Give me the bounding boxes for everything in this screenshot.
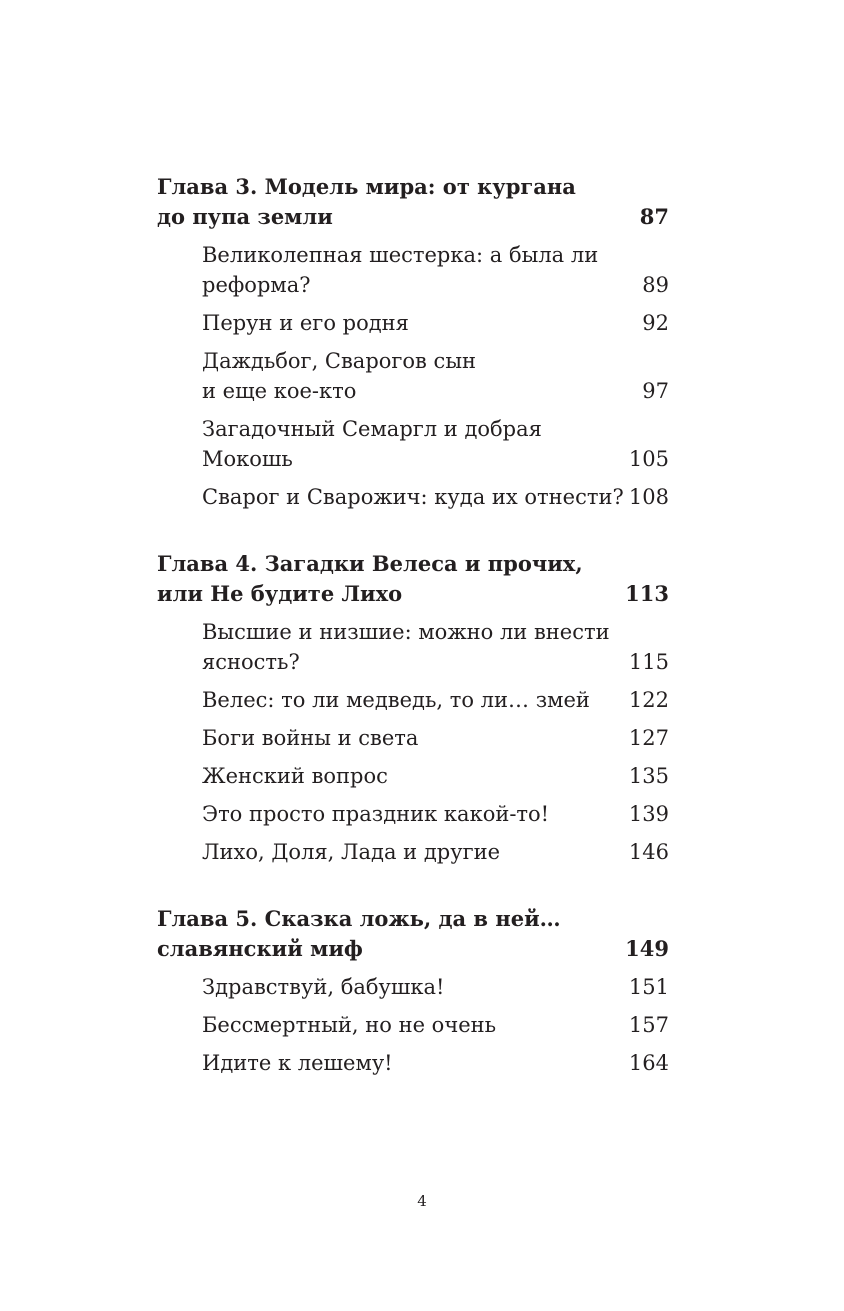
- section-page-number: 122: [628, 688, 669, 712]
- section-title-line: Лихо, Доля, Лада и другие: [202, 840, 501, 864]
- section-title-line: Боги войны и света: [202, 726, 419, 750]
- section-title-line: Велес: то ли медведь, то ли… змей: [202, 688, 590, 712]
- section-entry[interactable]: [202, 837, 669, 867]
- section-entry[interactable]: [202, 723, 669, 753]
- section-entry[interactable]: [202, 482, 669, 512]
- chapter-title-line: славянский миф: [157, 936, 363, 961]
- section-entry[interactable]: [202, 761, 669, 791]
- section-entry[interactable]: [202, 1010, 669, 1040]
- chapter-4: [157, 549, 669, 867]
- section-title-line: Великолепная шестерка: а была ли: [202, 243, 599, 267]
- section-page-number: 164: [628, 1051, 669, 1075]
- section-page-number: 97: [642, 379, 669, 403]
- section-page-number: 108: [628, 485, 669, 509]
- section-page-number: 151: [628, 975, 669, 999]
- section-entry[interactable]: [202, 346, 669, 406]
- section-entry[interactable]: [202, 799, 669, 829]
- section-title-line: ясность?: [202, 650, 300, 674]
- section-page-number: 135: [628, 764, 669, 788]
- chapter-title[interactable]: [157, 904, 669, 964]
- chapter-title-line: Глава 3. Модель мира: от кургана: [157, 174, 576, 199]
- section-title-line: Мокошь: [202, 447, 293, 471]
- section-entry[interactable]: [202, 1048, 669, 1078]
- section-page-number: 157: [628, 1013, 669, 1037]
- section-list: [202, 972, 669, 1078]
- chapter-5: [157, 904, 669, 1078]
- chapter-title-line: до пупа земли: [157, 204, 333, 229]
- section-title-line: Это просто праздник какой-то!: [202, 802, 550, 826]
- section-title-line: Бессмертный, но не очень: [202, 1013, 497, 1037]
- chapter-title-line: Глава 4. Загадки Велеса и прочих,: [157, 551, 583, 576]
- chapter-page-number: 149: [625, 936, 669, 961]
- section-page-number: 105: [628, 447, 669, 471]
- section-page-number: 146: [628, 840, 669, 864]
- section-entry[interactable]: [202, 414, 669, 474]
- section-title-line: Идите к лешему!: [202, 1051, 393, 1075]
- section-title-line: Высшие и низшие: можно ли внести: [202, 620, 610, 644]
- section-list: [202, 240, 669, 512]
- section-entry[interactable]: [202, 308, 669, 338]
- section-title-line: Здравствуй, бабушка!: [202, 975, 445, 999]
- section-entry[interactable]: [202, 240, 669, 300]
- chapter-title[interactable]: [157, 549, 669, 609]
- section-page-number: 115: [628, 650, 669, 674]
- section-page-number: 92: [642, 311, 669, 335]
- section-title-line: Женский вопрос: [202, 764, 388, 788]
- chapter-title-line: или Не будите Лихо: [157, 581, 403, 606]
- section-page-number: 89: [642, 273, 669, 297]
- section-entry[interactable]: [202, 617, 669, 677]
- section-title-line: Сварог и Сварожич: куда их отнести?: [202, 485, 624, 509]
- chapter-title-line: Глава 5. Сказка ложь, да в ней…: [157, 906, 561, 931]
- section-page-number: 139: [628, 802, 669, 826]
- chapter-3: [157, 172, 669, 512]
- section-title-line: Загадочный Семаргл и добрая: [202, 417, 542, 441]
- section-list: [202, 617, 669, 867]
- section-title-line: Перун и его родня: [202, 311, 409, 335]
- section-page-number: 127: [628, 726, 669, 750]
- section-title-line: реформа?: [202, 273, 311, 297]
- section-title-line: и еще кое-кто: [202, 379, 357, 403]
- section-entry[interactable]: [202, 685, 669, 715]
- section-entry[interactable]: [202, 972, 669, 1002]
- chapter-title[interactable]: [157, 172, 669, 232]
- chapter-page-number: 113: [625, 581, 669, 606]
- chapter-page-number: 87: [639, 204, 669, 229]
- table-of-contents: [157, 172, 669, 1115]
- page-number-footer: 4: [417, 1192, 427, 1210]
- section-title-line: Даждьбог, Сварогов сын: [202, 349, 477, 373]
